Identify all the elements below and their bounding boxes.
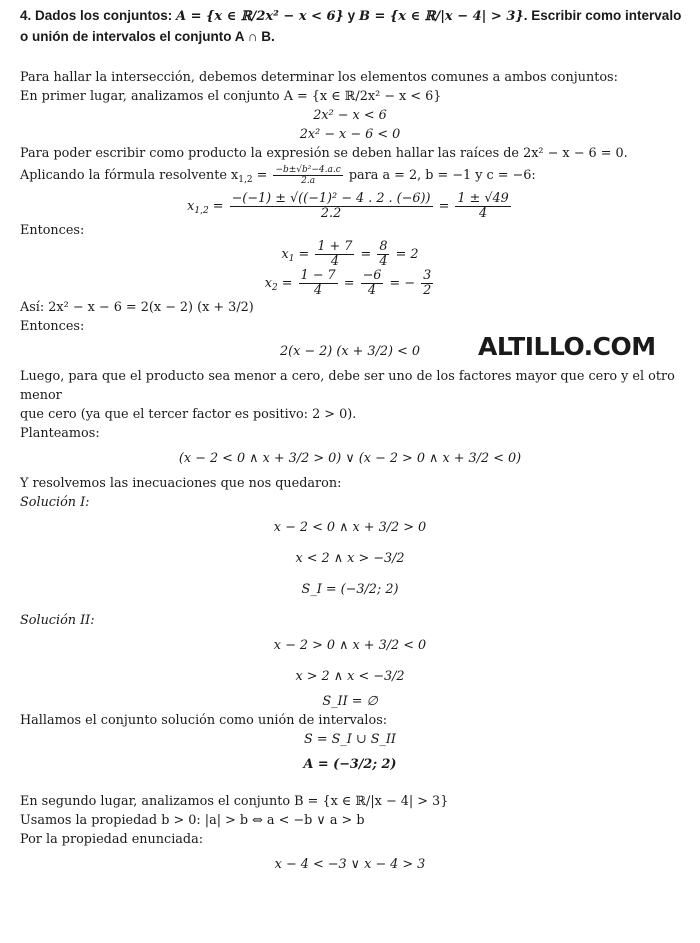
altillo-logo: ALTILLO.COM xyxy=(478,332,656,361)
solution-1-step-2: x < 2 ∧ x > −3/2 xyxy=(295,551,405,566)
title-line1-end: . Escribir como intervalo xyxy=(523,8,682,23)
planteamos-label: Planteamos: xyxy=(20,426,100,441)
luego-text-1: Luego, para que el producto sea menor a cero, debe ser uno de los factores mayor que cero y el otro menor xyxy=(20,369,675,403)
resolvent-fraction-1 xyxy=(230,192,433,221)
equation-2: 2x² − x − 6 < 0 xyxy=(299,127,401,142)
root-x2: $x_2$ = $\frac{1 - 7}{4}$ = $\frac{-6}{4}$ = − $\frac{3}{2}$ xyxy=(264,268,432,298)
x1-denominator-2: 4 xyxy=(379,254,388,269)
resolvent-denominator-2: 4 xyxy=(479,206,488,221)
entonces-label-1: Entonces: xyxy=(20,223,85,238)
second-analysis-text: En segundo lugar, analizamos el conjunto B = {x ∈ ℝ/|x − 4| > 3} xyxy=(20,794,449,809)
final-inequality: x − 4 < −3 ∨ x − 4 > 3 xyxy=(274,857,426,872)
formula-equals: = xyxy=(252,168,272,183)
set-a-definition: A = {x ∈ ℝ/2x² − x < 6} xyxy=(176,9,344,24)
x1-fraction-1 xyxy=(315,240,354,269)
roots-text: Para poder escribir como producto la expresión se deben hallar las raíces de 2x² − x − 6 = 0. xyxy=(20,146,628,161)
solution-body xyxy=(20,68,680,874)
system-inequalities: (x − 2 < 0 ∧ x + 3/2 > 0) ∨ (x − 2 > 0 ∧ x + 3/2 < 0) xyxy=(178,451,522,466)
formula-subscript: 1,2 xyxy=(238,175,253,185)
formula-numerator: −b±√b²−4.a.c xyxy=(275,165,341,175)
solution-2-step-1: x − 2 > 0 ∧ x + 3/2 < 0 xyxy=(273,638,427,653)
root-x1: $x_1$ = $\frac{1 + 7}{4}$ = $\frac{8}{4}$ = 2 xyxy=(281,239,419,269)
x2-numerator-3: 3 xyxy=(423,268,432,283)
set-a-result: A = (−3/2; 2) xyxy=(303,757,397,772)
resolvent-fraction-2 xyxy=(455,192,510,221)
equation-1: 2x² − x < 6 xyxy=(313,108,387,123)
entonces-label-2: Entonces: xyxy=(20,319,85,334)
x2-fraction-2 xyxy=(361,269,384,298)
x2-denominator-1: 4 xyxy=(314,283,323,298)
formula-text-end: para a = 2, b = −1 y c = −6: xyxy=(344,168,536,183)
x2-fraction-3 xyxy=(421,269,433,298)
intro-text: Para hallar la intersección, debemos determinar los elementos comunes a ambos conjuntos: xyxy=(20,70,618,85)
solution-2-label: Solución II: xyxy=(20,613,95,628)
factored-expression: Así: 2x² − x − 6 = 2(x − 2) (x + 3/2) xyxy=(20,300,254,315)
formula-text-start: Aplicando la fórmula resolvente x xyxy=(20,168,239,183)
first-analysis-text: En primer lugar, analizamos el conjunto A = {x ∈ ℝ/2x² − x < 6} xyxy=(20,89,442,104)
resolvent-numerator-2: 1 ± √49 xyxy=(457,191,509,206)
solution-1-result: S_I = (−3/2; 2) xyxy=(301,582,399,597)
solution-1-step-1: x − 2 < 0 ∧ x + 3/2 > 0 xyxy=(273,520,427,535)
x1-numerator-1: 1 + 7 xyxy=(317,239,353,254)
x1-denominator-1: 4 xyxy=(330,254,339,269)
x2-denominator-3: 2 xyxy=(423,283,432,298)
resolvent-lhs: x xyxy=(187,199,195,214)
resolvent-equation: $x_{1,2}$ = $\frac{\text{−(−1) ± √((−1)² − 4 . 2 . (−6))}}{2.2}$ = $\frac{1 \pm √49}{4}$ xyxy=(187,191,509,221)
resolvent-subscript: 1,2 xyxy=(194,206,209,216)
title-line1-and: y xyxy=(343,8,359,23)
x1-result: = 2 xyxy=(395,247,419,262)
formula-fraction xyxy=(273,165,342,186)
title-line1-start: 4. Dados los conjuntos: xyxy=(20,8,177,23)
title-line2: o unión de intervalos el conjunto A ∩ B. xyxy=(20,29,275,44)
x1-fraction-2 xyxy=(377,240,389,269)
set-b-definition: B = {x ∈ ℝ/|x − 4| > 3} xyxy=(358,9,524,24)
x2-numerator-1: 1 − 7 xyxy=(300,268,336,283)
resolvent-denominator-1: 2.2 xyxy=(320,206,342,221)
formula-denominator: 2.a xyxy=(301,176,316,186)
x1-numerator-2: 8 xyxy=(379,239,388,254)
x2-denominator-2: 4 xyxy=(367,283,377,298)
resolvemos-text: Y resolvemos las inecuaciones que nos quedaron: xyxy=(20,476,342,491)
product-inequality: 2(x − 2) (x + 3/2) < 0 xyxy=(279,344,421,359)
x2-fraction-1 xyxy=(299,269,338,298)
solution-2-result: S_II = ∅ xyxy=(322,694,378,709)
formula-line xyxy=(20,165,680,190)
union-expression: S = S_I ∪ S_II xyxy=(304,732,396,747)
property-text: Usamos la propiedad b > 0: |a| > b ⇔ a < −b ∨ a > b xyxy=(20,813,365,828)
por-propiedad-text: Por la propiedad enunciada: xyxy=(20,832,204,847)
problem-statement xyxy=(20,6,690,47)
x2-numerator-2: −6 xyxy=(362,268,382,283)
solution-1-label: Solución I: xyxy=(20,495,90,510)
resolvent-numerator-1: −(−1) ± √((−1)² − 4 . 2 . (−6)) xyxy=(231,191,431,206)
hallamos-text: Hallamos el conjunto solución como unión de intervalos: xyxy=(20,713,388,728)
luego-text-2: que cero (ya que el tercer factor es positivo: 2 > 0). xyxy=(20,407,357,422)
solution-2-step-2: x > 2 ∧ x < −3/2 xyxy=(295,669,405,684)
